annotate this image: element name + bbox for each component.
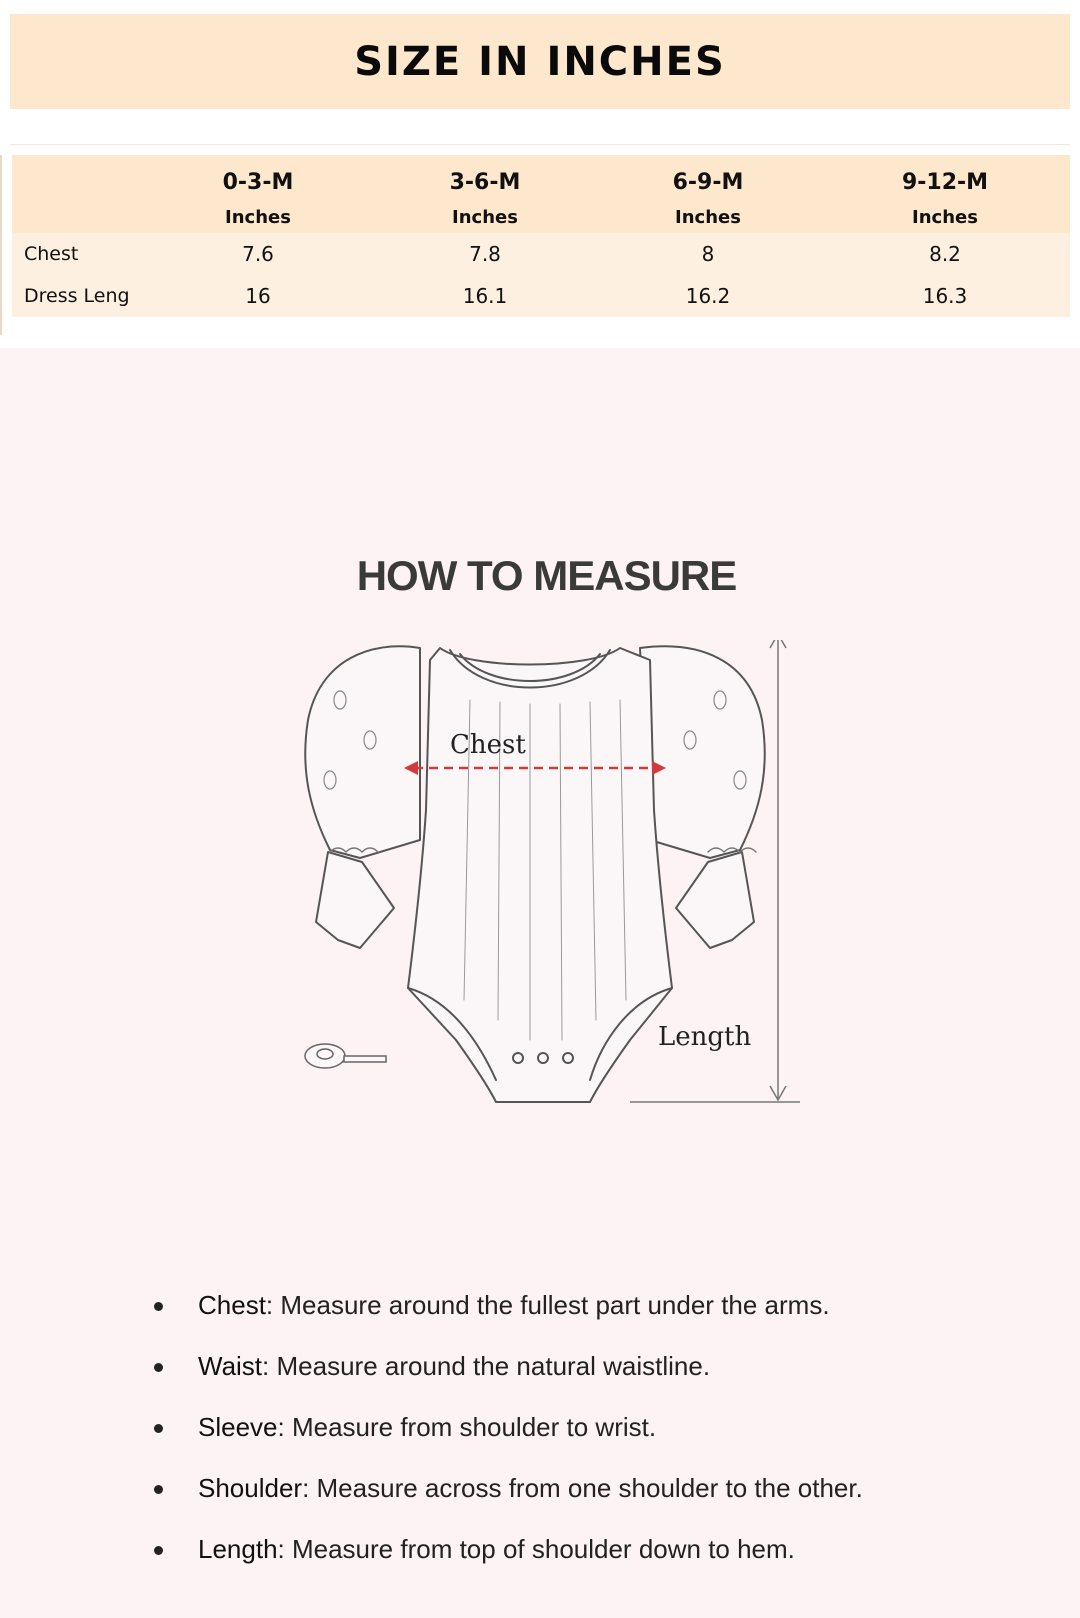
unit-header: Inches — [675, 206, 741, 228]
size-header: 9-12-M — [901, 170, 989, 195]
row-label: Dress Leng — [24, 285, 130, 307]
divider — [10, 144, 1070, 145]
instruction-term: Length — [198, 1534, 278, 1564]
table-cell: 16.1 — [462, 284, 508, 308]
bodysuit-diagram — [300, 640, 820, 1140]
instruction-term: Waist — [198, 1351, 263, 1381]
size-header: 0-3-M — [222, 170, 294, 195]
chest-label: Chest — [450, 730, 526, 760]
bullet-icon — [154, 1546, 163, 1555]
size-header: 3-6-M — [449, 170, 521, 195]
right-sleeve — [640, 646, 765, 858]
table-cell: 8.2 — [929, 242, 961, 266]
instruction-text: : Measure across from one shoulder to the other. — [302, 1473, 863, 1503]
table-cell: 8 — [701, 242, 715, 266]
measure-instructions — [150, 1290, 1050, 1595]
table-cell: 7.6 — [242, 242, 274, 266]
page-title: SIZE IN INCHES — [354, 38, 726, 85]
unit-header: Inches — [452, 206, 518, 228]
how-to-measure-title: HOW TO MEASURE — [356, 552, 737, 599]
right-cuff — [676, 852, 754, 948]
bullet-icon — [154, 1302, 163, 1311]
bullet-icon — [154, 1485, 163, 1494]
table-cell: 16.3 — [922, 284, 968, 308]
table-cell: 16.2 — [685, 284, 731, 308]
list-item — [150, 1290, 1050, 1351]
table-row — [12, 233, 1070, 275]
left-cuff — [316, 852, 394, 948]
left-sleeve — [305, 646, 420, 858]
instruction-text: : Measure from shoulder to wrist. — [277, 1412, 657, 1442]
list-item — [150, 1412, 1050, 1473]
instruction-text: : Measure around the fullest part under the arms. — [265, 1290, 830, 1320]
list-item — [150, 1473, 1050, 1534]
row-label: Chest — [24, 243, 79, 265]
table-row — [12, 275, 1070, 317]
table-cell: 16 — [245, 284, 271, 308]
instruction-term: Chest — [198, 1290, 266, 1320]
instruction-text: : Measure around the natural waistline. — [262, 1351, 711, 1381]
table-cell: 7.8 — [469, 242, 501, 266]
tape-measure-icon — [305, 1044, 386, 1068]
unit-row — [12, 201, 1070, 233]
unit-header: Inches — [225, 206, 291, 228]
table-edge — [0, 155, 2, 335]
instruction-term: Shoulder — [198, 1473, 303, 1503]
bullet-icon — [154, 1424, 163, 1433]
size-table — [12, 155, 1070, 317]
instruction-text: : Measure from top of shoulder down to hem. — [277, 1534, 795, 1564]
size-header-row — [12, 155, 1070, 201]
bullet-icon — [154, 1363, 163, 1372]
instruction-term: Sleeve — [198, 1412, 278, 1442]
length-label: Length — [658, 1022, 752, 1052]
list-item — [150, 1351, 1050, 1412]
title-banner — [10, 14, 1070, 109]
bodysuit-body — [408, 648, 672, 1102]
corner-cell — [12, 201, 142, 233]
corner-cell — [12, 155, 142, 201]
size-header: 6-9-M — [672, 170, 744, 195]
unit-header: Inches — [912, 206, 978, 228]
list-item — [150, 1534, 1050, 1595]
